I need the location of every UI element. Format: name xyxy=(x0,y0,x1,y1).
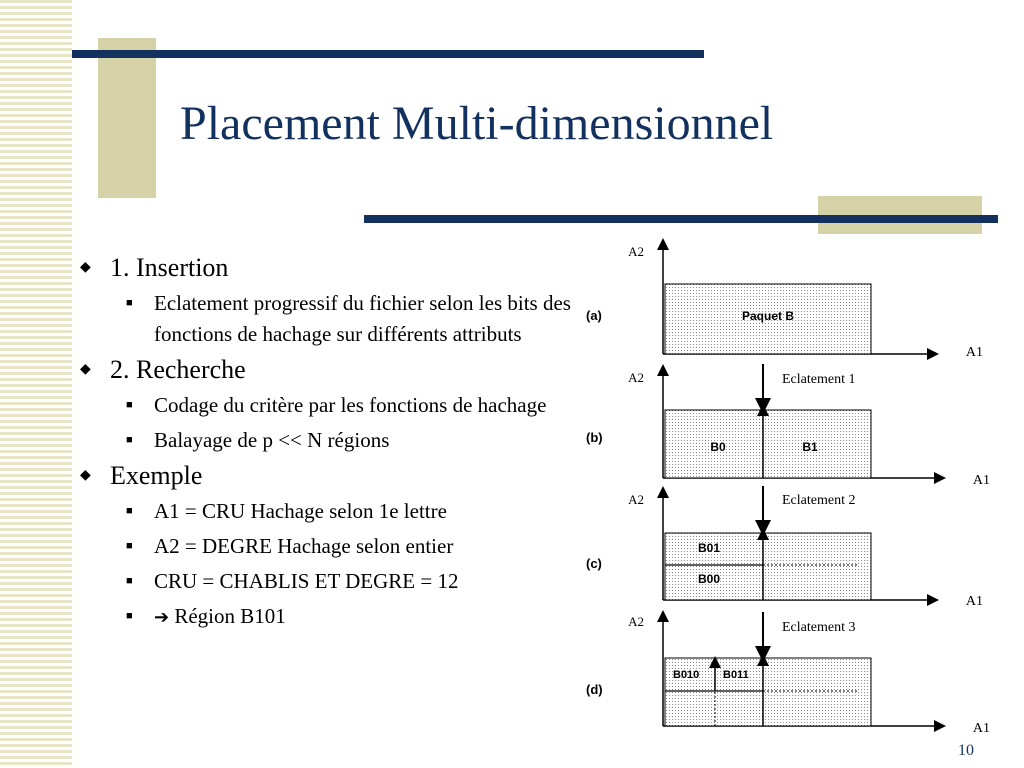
region-block xyxy=(665,533,871,600)
bottom-title-rule xyxy=(364,215,998,223)
step-label: Eclatement 1 xyxy=(782,372,856,387)
square-bullet-icon: ■ xyxy=(126,575,133,587)
decorative-stripes xyxy=(0,0,72,768)
title-accent-block xyxy=(98,38,156,198)
sub-bullet xyxy=(74,496,574,527)
sub-bullet xyxy=(74,390,574,421)
square-bullet-icon: ■ xyxy=(126,505,133,517)
axis-label-a2: A2 xyxy=(628,492,644,507)
step-label: Eclatement 3 xyxy=(782,620,856,635)
step-label: Eclatement 2 xyxy=(782,493,856,508)
sub-bullet xyxy=(74,425,574,456)
axis-label-a1: A1 xyxy=(965,594,983,609)
sub-bullet-text: Région B101 xyxy=(174,604,286,628)
diamond-bullet-icon: ◆ xyxy=(80,260,91,275)
sub-bullet-text: A1 = CRU Hachage selon 1e lettre xyxy=(154,499,447,523)
bullet-text: 2. Recherche xyxy=(110,355,246,384)
panel-c xyxy=(586,486,983,609)
square-bullet-icon: ■ xyxy=(126,610,133,622)
sub-bullet-text: Codage du critère par les fonctions de hachage xyxy=(154,393,547,417)
panel-d xyxy=(586,612,990,736)
sub-bullet xyxy=(74,566,574,597)
square-bullet-icon: ■ xyxy=(126,399,133,411)
bullet-list xyxy=(74,252,574,637)
block-label: B00 xyxy=(698,572,721,586)
square-bullet-icon: ■ xyxy=(126,540,133,552)
panel-label: (c) xyxy=(586,556,602,571)
square-bullet-icon: ■ xyxy=(126,434,133,446)
sub-bullet-text: CRU = CHABLIS ET DEGRE = 12 xyxy=(154,569,459,593)
bullet-text: Exemple xyxy=(110,461,203,490)
top-title-rule xyxy=(72,50,704,58)
bullet-exemple xyxy=(74,460,574,492)
panel-label: (d) xyxy=(586,682,603,697)
diamond-bullet-icon: ◆ xyxy=(80,362,91,377)
axis-label-a1: A1 xyxy=(972,721,990,736)
block-label: B01 xyxy=(698,541,721,555)
split-diagram xyxy=(578,238,998,738)
axis-label-a1: A1 xyxy=(965,345,983,360)
slide-number: 10 xyxy=(958,742,974,759)
region-block xyxy=(665,410,871,478)
panel-label: (a) xyxy=(586,308,602,323)
panel-label: (b) xyxy=(586,430,603,445)
axis-label-a2: A2 xyxy=(628,614,644,629)
panel-b xyxy=(586,364,990,488)
right-arrow-icon: ➔ xyxy=(154,607,170,627)
axis-label-a2: A2 xyxy=(628,370,644,385)
axis-label-a1: A1 xyxy=(972,473,990,488)
sub-bullet-text: Balayage de p << N régions xyxy=(154,428,390,452)
block-label: B010 xyxy=(673,669,700,681)
bullet-text: 1. Insertion xyxy=(110,253,229,282)
block-label: B1 xyxy=(802,440,818,454)
sub-bullet xyxy=(74,531,574,562)
axis-label-a2: A2 xyxy=(628,244,644,259)
block-label: Paquet B xyxy=(741,309,795,323)
square-bullet-icon: ■ xyxy=(126,297,133,309)
sub-bullet-text: Eclatement progressif du fichier selon les bits des fonctions de hachage sur différents attributs xyxy=(154,291,571,346)
sub-bullet xyxy=(74,288,574,350)
bullet-recherche xyxy=(74,354,574,386)
bullet-insertion xyxy=(74,252,574,284)
diamond-bullet-icon: ◆ xyxy=(80,468,91,483)
block-label: B0 xyxy=(710,440,726,454)
sub-bullet-text: A2 = DEGRE Hachage selon entier xyxy=(154,534,454,558)
sub-bullet xyxy=(74,601,574,633)
panel-a xyxy=(586,244,983,360)
block-label: B011 xyxy=(723,669,749,681)
slide-title: Placement Multi-dimensionnel xyxy=(180,97,774,150)
